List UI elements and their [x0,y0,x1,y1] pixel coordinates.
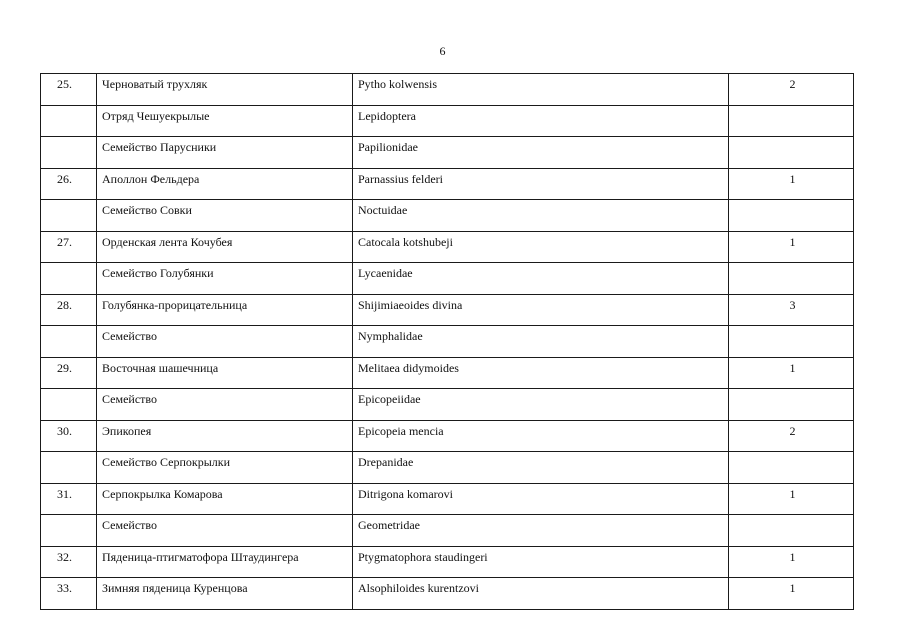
row-number [41,200,97,232]
latin-name: Ditrigona komarovi [353,483,729,515]
table-row [41,515,854,547]
latin-name: Melitaea didymoides [353,357,729,389]
table-row [41,357,854,389]
table-row [41,294,854,326]
latin-name: Papilionidae [353,137,729,169]
russian-name: Эпикопея [97,420,353,452]
table-row [41,452,854,484]
category: 1 [729,231,854,263]
page-number: 6 [439,44,446,58]
table-row [41,74,854,106]
row-number [41,263,97,295]
latin-name: Pytho kolwensis [353,74,729,106]
table-row [41,389,854,421]
row-number: 27. [41,231,97,263]
category [729,105,854,137]
table-row [41,105,854,137]
latin-name: Epicopeia mencia [353,420,729,452]
latin-name: Lepidoptera [353,105,729,137]
russian-name: Серпокрылка Комарова [97,483,353,515]
russian-name: Пяденица-птигматофора Штаудингера [97,546,353,578]
category [729,200,854,232]
category: 2 [729,74,854,106]
russian-name: Семейство [97,389,353,421]
latin-name: Lycaenidae [353,263,729,295]
latin-name: Catocala kotshubeji [353,231,729,263]
latin-name: Geometridae [353,515,729,547]
row-number: 32. [41,546,97,578]
row-number: 29. [41,357,97,389]
row-number [41,326,97,358]
row-number [41,452,97,484]
latin-name: Parnassius felderi [353,168,729,200]
latin-name: Shijimiaeoides divina [353,294,729,326]
table-row [41,263,854,295]
russian-name: Семейство [97,515,353,547]
category: 3 [729,294,854,326]
table-row [41,326,854,358]
row-number: 26. [41,168,97,200]
category [729,263,854,295]
category [729,137,854,169]
russian-name: Орденская лента Кочубея [97,231,353,263]
russian-name: Семейство Голубянки [97,263,353,295]
table-row [41,578,854,610]
russian-name: Черноватый трухляк [97,74,353,106]
category [729,452,854,484]
row-number [41,137,97,169]
russian-name: Семейство Серпокрылки [97,452,353,484]
category: 1 [729,357,854,389]
russian-name: Аполлон Фельдера [97,168,353,200]
table-row [41,420,854,452]
row-number: 31. [41,483,97,515]
category [729,389,854,421]
table-row [41,483,854,515]
latin-name: Drepanidae [353,452,729,484]
table-row [41,231,854,263]
category [729,326,854,358]
species-table [40,73,854,610]
table-row [41,168,854,200]
latin-name: Ptygmatophora staudingeri [353,546,729,578]
russian-name: Семейство Совки [97,200,353,232]
row-number [41,515,97,547]
row-number: 33. [41,578,97,610]
latin-name: Epicopeiidae [353,389,729,421]
russian-name: Голубянка-прорицательница [97,294,353,326]
latin-name: Noctuidae [353,200,729,232]
row-number: 28. [41,294,97,326]
row-number [41,389,97,421]
category: 2 [729,420,854,452]
row-number: 25. [41,74,97,106]
category: 1 [729,483,854,515]
russian-name: Отряд Чешуекрылые [97,105,353,137]
russian-name: Семейство [97,326,353,358]
category [729,515,854,547]
russian-name: Зимняя пяденица Куренцова [97,578,353,610]
russian-name: Восточная шашечница [97,357,353,389]
latin-name: Alsophiloides kurentzovi [353,578,729,610]
row-number [41,105,97,137]
table-row [41,137,854,169]
table-row [41,200,854,232]
table-row [41,546,854,578]
russian-name: Семейство Парусники [97,137,353,169]
category: 1 [729,578,854,610]
category: 1 [729,546,854,578]
category: 1 [729,168,854,200]
row-number: 30. [41,420,97,452]
latin-name: Nymphalidae [353,326,729,358]
